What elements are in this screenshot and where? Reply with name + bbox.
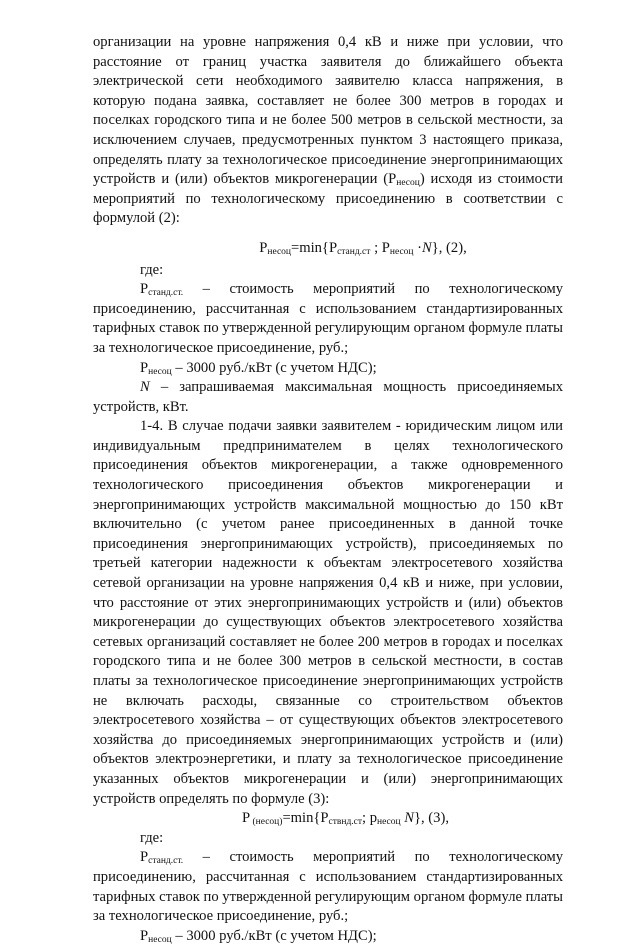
definition-p-nesoc-2	[93, 927, 563, 946]
formula-subscript: (несоц)	[250, 817, 283, 828]
formula-subscript: станд.ст	[337, 246, 371, 257]
definition-text: – стоимость мероприятий по технологическому присоединению, рассчитанная с использованием стандартизированных тарифных ставок по утвержденной регулирующим органом формуле платы за технологическое присоединение, руб.;	[93, 281, 563, 356]
formula-part: P	[242, 810, 251, 827]
definition-text: – 3000 руб./кВт (с учетом НДС);	[171, 359, 377, 376]
formula-variable: N	[422, 239, 432, 256]
symbol-p: P	[140, 359, 149, 376]
formula-subscript: несоц	[377, 817, 401, 828]
symbol-p: P	[140, 927, 149, 944]
formula-part: P	[259, 239, 268, 256]
definition-p-nesoc	[93, 359, 563, 379]
document-page	[93, 33, 563, 946]
symbol-p: P	[140, 281, 149, 298]
subscript: станд.ст.	[148, 288, 184, 299]
definition-text: – запрашиваемая максимальная мощность присоединяемых устройств, кВт.	[93, 379, 563, 415]
subscript: несоц	[148, 934, 172, 945]
definition-text: – стоимость мероприятий по технологическому присоединению, рассчитанная с использованием стандартизированных тарифных ставок по утвержденной регулирующим органом формуле платы за технологическое присоединение, руб.;	[93, 849, 563, 925]
symbol-p: P	[388, 171, 397, 188]
formula-part: }, (3),	[414, 810, 449, 827]
formula-variable: N	[404, 810, 414, 827]
where-label-1: где:	[140, 261, 164, 278]
formula-part: ; p	[362, 810, 378, 827]
subscript: несоц	[396, 178, 420, 189]
paragraph-continuation	[93, 33, 563, 229]
formula-part: }, (2),	[431, 239, 467, 256]
formula-part: =min{P	[282, 810, 329, 827]
subscript: станд.ст.	[148, 856, 184, 867]
subscript: несоц	[148, 366, 172, 377]
formula-subscript: несоц	[267, 246, 291, 257]
symbol-n: N	[140, 379, 150, 396]
symbol-p: P	[140, 849, 149, 866]
definition-p-standard-2	[93, 848, 563, 926]
definition-text: – 3000 руб./кВт (с учетом НДС);	[171, 927, 377, 944]
paragraph-text-end: ) исходя из стоимости мероприятий по технологическому присоединению в соответствии с формулой (2):	[93, 171, 563, 227]
formula-2	[93, 239, 563, 259]
formula-subscript: ствнд.ст	[328, 817, 363, 828]
definition-p-standard	[93, 280, 563, 358]
formula-subscript: несоц	[389, 246, 414, 257]
paragraph-1-4: 1-4. В случае подачи заявки заявителем - юридическим лицом или индивидуальным предпринимателем в целях технологического присоединения объектов микрогенерации, а также одновременного технологического присоединения объектов микрогенерации и энергопринимающих устройств максимальной мощностью до 150 кВт включительно (с учетом ранее присоединенных в данной точке присоединения энергопринимающих устройств), присоединяемых по третьей категории надежности к объектам электросетевого хозяйства сетевой организации на уровне напряжения 0,4 кВ и ниже, при условии, что расстояние от этих энергопринимающих устройств и (или) объектов микрогенерации до существующих объектов электросетевого хозяйства сетевых организаций составляет не более 200 метров в городах и поселках городского типа и не более 300 метров в сельской местности, в состав платы за технологическое присоединение энергопринимающих устройств не включать расходы, связанные со строительством объектов электросетевого хозяйства – от существующих объектов электросетевого хозяйства до присоединяемых энергопринимающих устройств и (или) объектов электроэнергетики, и плату за технологическое присоединение указанных объектов микрогенерации и (или) энергопринимающих устройств определять по формуле (3):	[93, 418, 563, 807]
formula-part: ; P	[370, 239, 390, 256]
formula-part: =min{P	[291, 239, 338, 256]
paragraph-text: организации на уровне напряжения 0,4 кВ и ниже при условии, что расстояние от границ участка заявителя до ближайшего объекта электрической сети необходимого заявителю класса напряжения, в которую подана заявка, составляет не более 300 метров в городах и поселках городского типа и не более 500 метров в сельской местности, за исключением случаев, предусмотренных пунктом 3 настоящего приказа, определять плату за технологическое присоединение энергопринимающих устройств и (или) объектов микрогенерации (	[93, 34, 563, 188]
formula-3	[93, 809, 563, 829]
definition-n	[93, 378, 563, 417]
where-label-2: где:	[140, 829, 164, 846]
formula-part: ·	[413, 239, 423, 256]
